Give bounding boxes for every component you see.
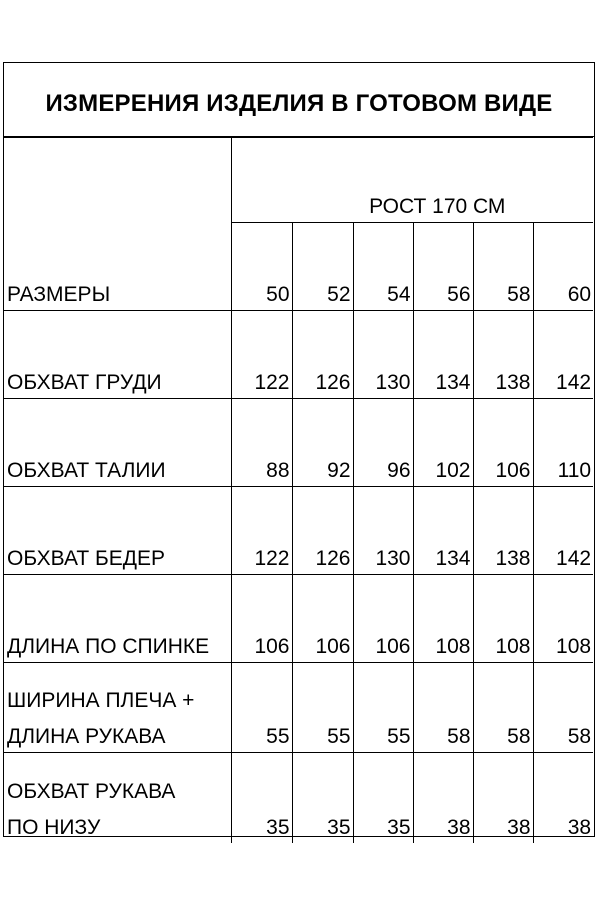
cell-value: 108 [473,575,533,663]
cell-value: 138 [473,487,533,575]
row-label-line1: ДЛИНА ПО СПИНКЕ [7,635,210,658]
height-label-cell [231,138,593,223]
table-title: ИЗМЕРЕНИЯ ИЗДЕЛИЯ В ГОТОВОМ ВИДЕ [4,63,594,137]
row-label-line1: ОБХВАТ БЕДЕР [7,547,166,570]
cell-value: 142 [533,311,593,399]
cell-value: 122 [231,487,292,575]
measurement-table [4,137,593,843]
cell-value: 106 [473,399,533,487]
cell-value: 88 [231,399,292,487]
cell-value: 58 [533,663,593,753]
cell-value: 92 [292,399,353,487]
row-label-line1: ОБХВАТ РУКАВА [7,779,176,803]
size-label: РАЗМЕРЫ [7,283,111,306]
table-row [4,487,593,575]
cell-value: 106 [292,575,353,663]
cell-value: 106 [353,575,413,663]
cell-value: 130 [353,311,413,399]
cell-value: 108 [413,575,473,663]
cell-value: 134 [413,487,473,575]
cell-value: 138 [473,311,533,399]
table-row [4,753,593,843]
cell-value: 110 [533,399,593,487]
row-label-cell [4,575,231,663]
size-label-cell [4,138,231,311]
cell-value: 35 [231,753,292,843]
size-value: 50 [231,223,292,311]
height-label: РОСТ 170 СМ [369,195,506,218]
size-value: 58 [473,223,533,311]
cell-value: 96 [353,399,413,487]
cell-value: 126 [292,311,353,399]
height-header-row [4,138,593,223]
cell-value: 108 [533,575,593,663]
row-label-line1: ОБХВАТ ТАЛИИ [7,459,166,482]
cell-value: 58 [473,663,533,753]
row-label-line1: ШИРИНА ПЛЕЧА + [7,689,195,712]
table-row [4,399,593,487]
cell-value: 55 [231,663,292,753]
cell-value: 38 [413,753,473,843]
cell-value: 55 [353,663,413,753]
table-row [4,663,593,753]
size-value: 52 [292,223,353,311]
cell-value: 122 [231,311,292,399]
cell-value: 35 [292,753,353,843]
cell-value: 130 [353,487,413,575]
measurement-rows [4,311,593,843]
cell-value: 55 [292,663,353,753]
row-label-cell [4,399,231,487]
row-label-line1: ОБХВАТ ГРУДИ [7,371,162,394]
row-label-cell [4,311,231,399]
table-row [4,575,593,663]
cell-value: 102 [413,399,473,487]
cell-value: 134 [413,311,473,399]
size-value: 56 [413,223,473,311]
cell-value: 126 [292,487,353,575]
cell-value: 38 [473,753,533,843]
table-row [4,311,593,399]
row-label-line2: ДЛИНА РУКАВА [7,725,166,748]
cell-value: 35 [353,753,413,843]
measurement-table-frame [3,62,595,837]
cell-value: 58 [413,663,473,753]
cell-value: 106 [231,575,292,663]
cell-value: 142 [533,487,593,575]
size-value: 54 [353,223,413,311]
size-value: 60 [533,223,593,311]
cell-value: 38 [533,753,593,843]
row-label-cell [4,753,231,843]
row-label-cell [4,487,231,575]
row-label-line2: ПО НИЗУ [7,815,101,839]
row-label-cell [4,663,231,753]
